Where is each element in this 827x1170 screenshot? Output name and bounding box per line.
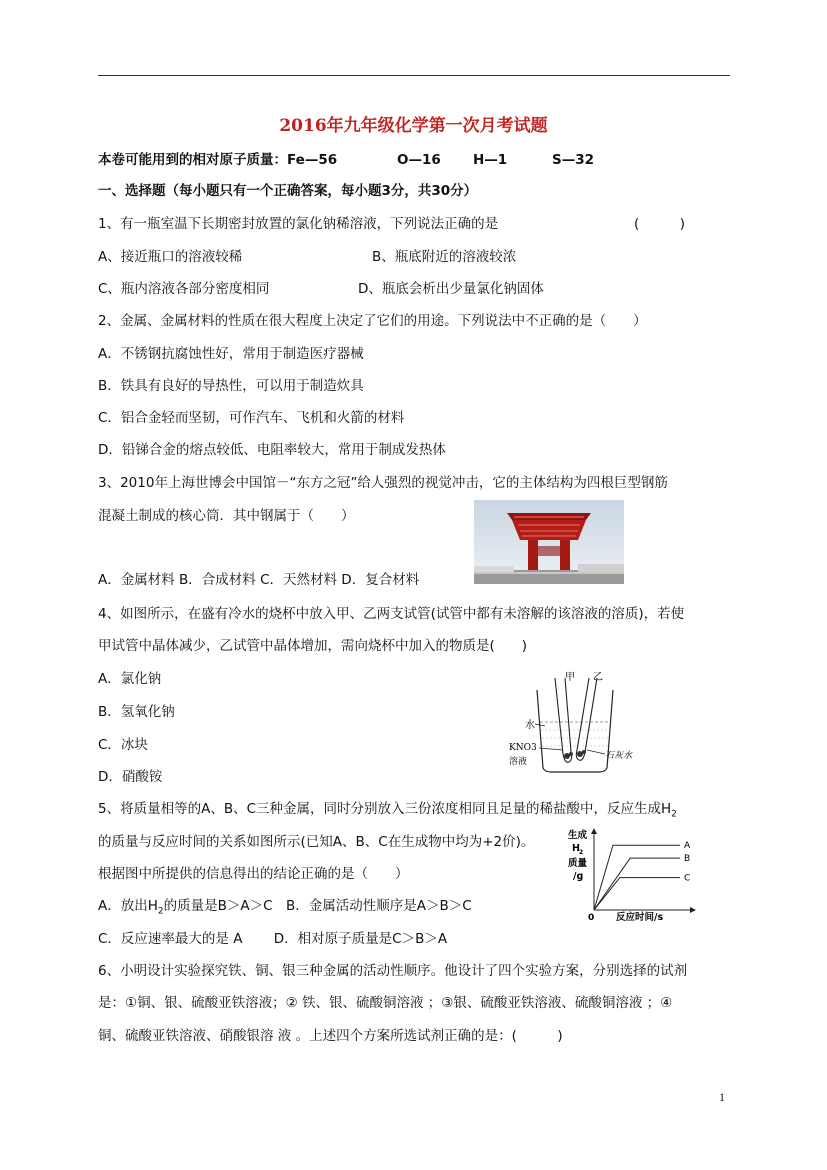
page-title: 2016年九年级化学第一次月考试题	[279, 116, 548, 136]
series-line-c	[594, 878, 680, 910]
q2-option-c: C．铝合金轻而坚韧，可作汽车、飞机和火箭的材料	[98, 410, 405, 426]
q6-stem-line3: 铜、硫酸亚铁溶液、硝酸银溶 液 。上述四个方案所选试剂正确的是：( )	[98, 1028, 563, 1044]
series-label-b: B	[684, 854, 691, 865]
x-axis-label: 反应时间/s	[616, 912, 664, 922]
q3-options: A．金属材料 B．合成材料 C．天然材料 D．复合材料	[98, 572, 420, 588]
q5-optA-pre: A．放出H	[98, 898, 158, 914]
q4-stem-line2: 甲试管中晶体减少，乙试管中晶体增加，需向烧杯中加入的物质是( )	[98, 638, 528, 654]
q4-option-b: B．氢氧化钠	[98, 704, 175, 720]
q4-option-d: D．硝酸铵	[98, 769, 163, 785]
q5-stem-line1	[98, 800, 677, 824]
q2-option-a: A．不锈钢抗腐蚀性好，常用于制造医疗器械	[98, 346, 364, 362]
svg-text:H: H	[572, 843, 580, 854]
atomic-mass-o: O—16	[397, 152, 441, 168]
svg-text:2: 2	[579, 849, 584, 856]
origin-label: 0	[588, 913, 595, 922]
q6-stem-line1: 6、小明设计实验探究铁、铜、银三种金属的活动性顺序。他设计了四个实验方案，分别选择的试剂	[98, 963, 688, 979]
q5-options-cd: C．反应速率最大的是 A D．相对原子质量是C＞B＞A	[98, 931, 448, 947]
beaker-test-tube-diagram	[505, 668, 645, 778]
q5-optA-post: 的质量是B＞A＞C B．金属活动性顺序是A＞B＞C	[163, 898, 472, 914]
q1-option-d: D、瓶底会析出少量氯化钠固体	[358, 281, 544, 297]
q2-stem: 2、金属、金属材料的性质在很大程度上决定了它们的用途。下列说法中不正确的是（ ）	[98, 313, 647, 329]
y-axis-label	[568, 829, 588, 882]
q5-optA-sub: 2	[157, 906, 164, 917]
q3-stem-line2: 混凝土制成的核心筒．其中钢属于（ ）	[98, 508, 355, 524]
q5-h2-subscript: 2	[671, 809, 677, 820]
svg-text:生成: 生成	[568, 830, 588, 841]
label-solution: 溶液	[509, 757, 528, 767]
q4-option-a: A．氯化钠	[98, 671, 162, 687]
q5-stem-line3: 根据图中所提供的信息得出的结论正确的是（ ）	[98, 866, 409, 882]
label-limewater: 石灰水	[605, 751, 633, 761]
section-heading: 一、选择题（每小题只有一个正确答案，每小题3分，共30分）	[98, 183, 478, 199]
label-yi: 乙	[593, 672, 603, 683]
h2-mass-time-chart	[568, 826, 698, 922]
q1-stem: 1、有一瓶室温下长期密封放置的氯化钠稀溶液，下列说法正确的是	[98, 216, 499, 232]
label-kno3: KNO3	[509, 743, 537, 753]
label-water: 水	[525, 720, 535, 731]
q1-answer-paren: ( )	[634, 216, 686, 232]
q4-stem-line1: 4、如图所示，在盛有冷水的烧杯中放入甲、乙两支试管(试管中都有未溶解的该溶液的溶质)，若使	[98, 606, 685, 622]
q2-option-b: B．铁具有良好的导热性，可以用于制造炊具	[98, 378, 364, 394]
series-label-c: C	[684, 873, 691, 884]
q1-option-a: A、接近瓶口的溶液较稀	[98, 249, 243, 265]
q5-options-ab	[98, 897, 472, 921]
q5-stem-line2: 的质量与反应时间的关系如图所示(已知A、B、C在生成物中均为+2价)。	[98, 834, 535, 850]
label-jia: 甲	[565, 672, 575, 683]
q1-option-b: B、瓶底附近的溶液较浓	[372, 249, 517, 265]
china-pavilion-photo	[474, 500, 624, 584]
atomic-mass-label: 本卷可能用到的相对原子质量：Fe—56	[98, 152, 338, 168]
q3-stem-line1: 3、2010年上海世博会中国馆－“东方之冠”给人强烈的视觉冲击，它的主体结构为四根巨型钢筋	[98, 475, 668, 491]
x-axis-arrow	[690, 907, 696, 913]
header-rule	[98, 75, 730, 76]
svg-text:质量: 质量	[568, 858, 588, 869]
q4-option-c: C．冰块	[98, 737, 148, 753]
series-label-a: A	[684, 841, 691, 852]
atomic-mass-s: S—32	[552, 152, 595, 168]
q5-line1-text: 5、将质量相等的A、B、C三种金属，同时分别放入三份浓度相同且足量的稀盐酸中，反应生成H	[98, 801, 672, 817]
q1-option-c: C、瓶内溶液各部分密度相同	[98, 281, 270, 297]
q2-option-d: D．铅锑合金的熔点较低、电阻率较大，常用于制成发热体	[98, 442, 446, 458]
svg-text:/g: /g	[573, 871, 584, 882]
q6-stem-line2: 是：①铜、银、硫酸亚铁溶液；② 铁、银、硫酸铜溶液 ；③银、硫酸亚铁溶液、硫酸铜溶液 ；④	[98, 995, 673, 1011]
atomic-mass-h: H—1	[473, 152, 508, 168]
page-number: 1	[719, 1090, 725, 1104]
y-axis-arrow	[591, 828, 597, 834]
